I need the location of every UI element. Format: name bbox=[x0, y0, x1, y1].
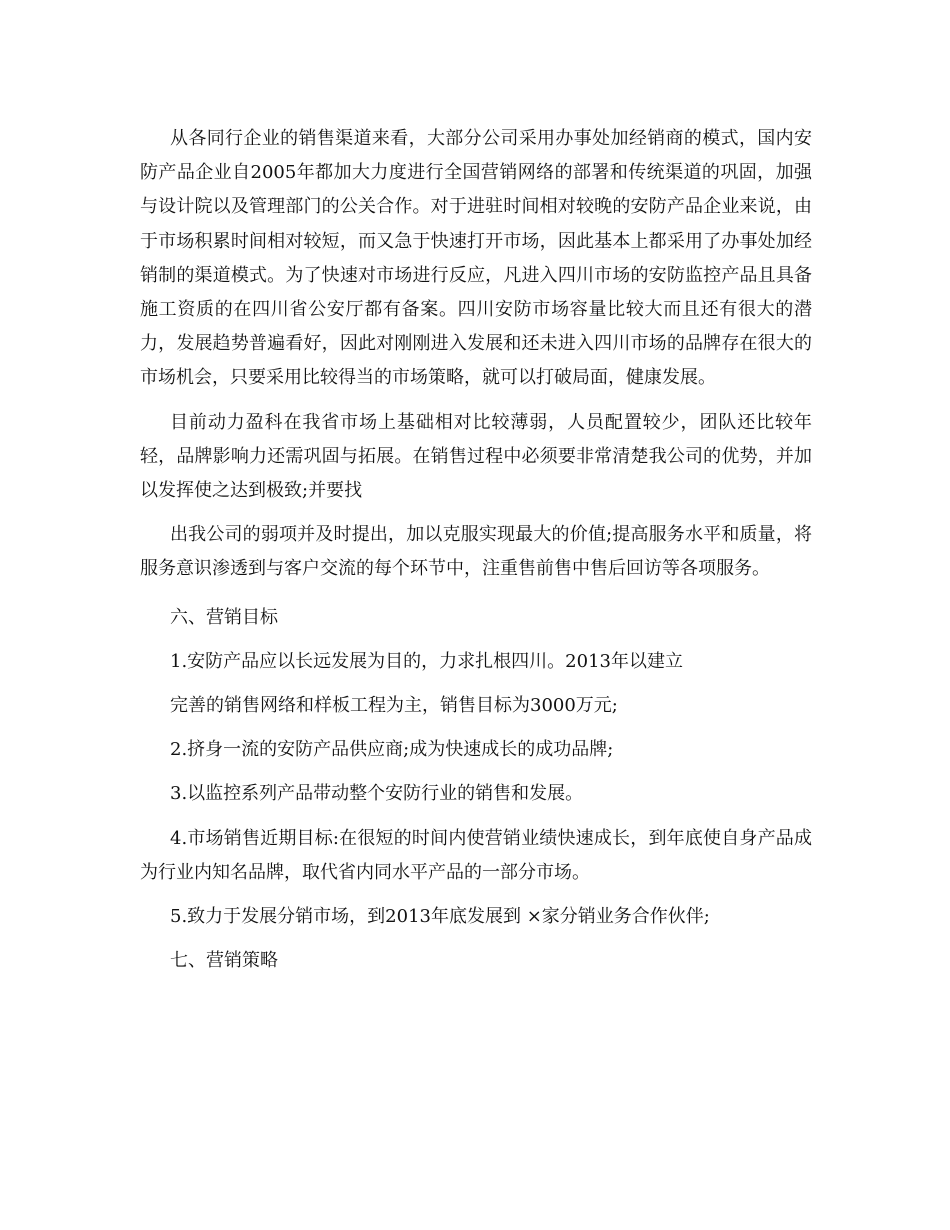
goal-item-1-part-2: 完善的销售网络和样板工程为主，销售目标为3000万元; bbox=[170, 695, 618, 717]
goal-item-3: 3.以监控系列产品带动整个安防行业的销售和发展。 bbox=[170, 783, 584, 805]
goal-item-5: 5.致力于发展分销市场，到2013年底发展到 ×家分销业务合作伙伴; bbox=[170, 906, 710, 928]
document-body bbox=[140, 122, 812, 978]
goal-item-2: 2.挤身一流的安防产品供应商;成为快速成长的成功品牌; bbox=[170, 739, 614, 761]
goal-item-1-part-1: 1.安防产品应以长远发展为目的，力求扎根四川。2013年以建立 bbox=[170, 650, 683, 672]
paragraph-company-situation: 目前动力盈科在我省市场上基础相对比较薄弱，人员配置较少，团队还比较年轻，品牌影响力还需巩固与拓展。在销售过程中必须要非常清楚我公司的优势，并加以发挥使之达到极致;并要找 bbox=[140, 411, 812, 502]
section-heading-marketing-strategy: 七、营销策略 bbox=[170, 950, 278, 972]
section-heading-marketing-goals: 六、营销目标 bbox=[170, 606, 278, 628]
goal-item-4: 4.市场销售近期目标:在很短的时间内使营销业绩快速成长，到年底使自身产品成为行业内知名品牌，取代省内同水平产品的一部分市场。 bbox=[140, 827, 812, 883]
paragraph-service-improvement: 出我公司的弱项并及时提出，加以克服实现最大的价值;提高服务水平和质量，将服务意识渗透到与客户交流的每个环节中，注重售前售中售后回访等各项服务。 bbox=[140, 524, 812, 580]
paragraph-sales-channels: 从各同行企业的销售渠道来看，大部分公司采用办事处加经销商的模式，国内安防产品企业自2005年都加大力度进行全国营销网络的部署和传统渠道的巩固，加强与设计院以及管理部门的公关合作。对于进驻时间相对较晚的安防产品企业来说，由于市场积累时间相对较短，而又急于快速打开市场，因此基本上都采用了办事处加经销制的渠道模式。为了快速对市场进行反应，凡进入四川市场的安防监控产品且具备施工资质的在四川省公安厅都有备案。四川安防市场容量比较大而且还有很大的潜力，发展趋势普遍看好，因此对刚刚进入发展和还未进入四川市场的品牌存在很大的市场机会，只要采用比较得当的市场策略，就可以打破局面，健康发展。 bbox=[140, 128, 812, 389]
